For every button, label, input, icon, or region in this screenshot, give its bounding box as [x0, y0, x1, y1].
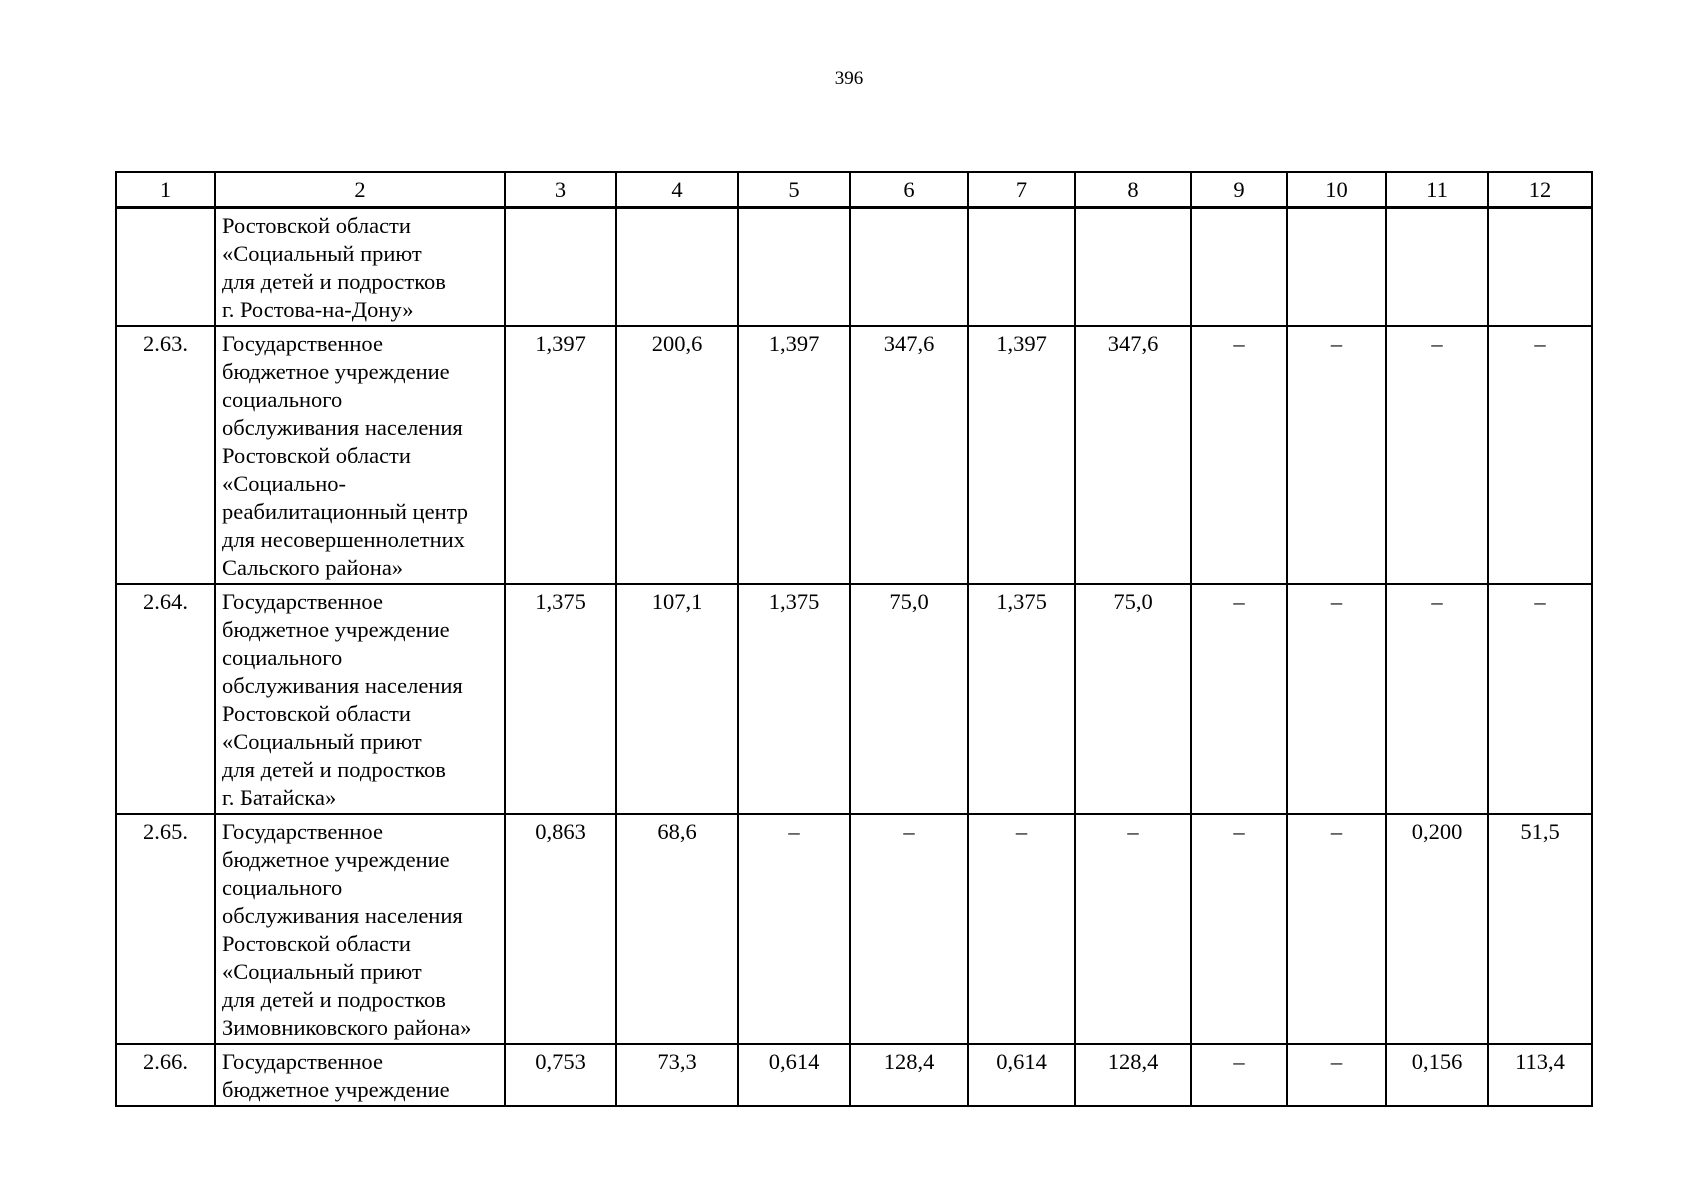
value-cell: 73,3 — [616, 1044, 738, 1106]
value-cell: 1,375 — [968, 584, 1075, 814]
column-number-row — [116, 172, 1592, 208]
institution-name: Государственное бюджетное учреждение социального обслуживания населения Ростовской области «Социальный приют для детей и подростков Зимовниковского района» — [215, 814, 505, 1044]
value-cell: – — [1386, 584, 1488, 814]
table-row — [116, 814, 1592, 1044]
column-header: 8 — [1075, 172, 1191, 208]
value-cell: 0,753 — [505, 1044, 616, 1106]
value-cell: – — [1386, 326, 1488, 584]
value-cell — [1386, 208, 1488, 327]
column-header: 4 — [616, 172, 738, 208]
table-row — [116, 1044, 1592, 1106]
value-cell: – — [968, 814, 1075, 1044]
column-header: 9 — [1191, 172, 1287, 208]
value-cell: 75,0 — [1075, 584, 1191, 814]
value-cell: 1,397 — [505, 326, 616, 584]
institution-name: Государственное бюджетное учреждение социального обслуживания населения Ростовской области «Социальный приют для детей и подростков г. Батайска» — [215, 584, 505, 814]
value-cell: 113,4 — [1488, 1044, 1592, 1106]
column-header: 10 — [1287, 172, 1386, 208]
column-header: 2 — [215, 172, 505, 208]
column-header: 5 — [738, 172, 850, 208]
value-cell: – — [850, 814, 968, 1044]
value-cell — [1287, 208, 1386, 327]
value-cell: – — [1488, 584, 1592, 814]
table-row — [116, 326, 1592, 584]
value-cell: – — [1488, 326, 1592, 584]
value-cell — [505, 208, 616, 327]
value-cell: 200,6 — [616, 326, 738, 584]
value-cell: 1,397 — [738, 326, 850, 584]
value-cell: 128,4 — [1075, 1044, 1191, 1106]
value-cell: – — [1191, 1044, 1287, 1106]
value-cell: – — [1191, 326, 1287, 584]
value-cell: – — [1191, 584, 1287, 814]
value-cell: 1,397 — [968, 326, 1075, 584]
column-header: 12 — [1488, 172, 1592, 208]
value-cell: – — [1075, 814, 1191, 1044]
value-cell — [1075, 208, 1191, 327]
row-number: 2.64. — [116, 584, 215, 814]
value-cell: 107,1 — [616, 584, 738, 814]
value-cell: – — [1287, 1044, 1386, 1106]
column-header: 7 — [968, 172, 1075, 208]
institution-name: Государственное бюджетное учреждение социального обслуживания населения Ростовской области «Социально- реабилитационный центр для несовершеннолетних Сальского района» — [215, 326, 505, 584]
table-row — [116, 208, 1592, 327]
value-cell — [616, 208, 738, 327]
value-cell: 75,0 — [850, 584, 968, 814]
value-cell: – — [1287, 584, 1386, 814]
value-cell: 0,863 — [505, 814, 616, 1044]
value-cell — [1191, 208, 1287, 327]
institution-name: Ростовской области «Социальный приют для детей и подростков г. Ростова-на-Дону» — [215, 208, 505, 327]
value-cell: – — [738, 814, 850, 1044]
row-number: 2.63. — [116, 326, 215, 584]
row-number: 2.66. — [116, 1044, 215, 1106]
value-cell: 0,156 — [1386, 1044, 1488, 1106]
value-cell: 51,5 — [1488, 814, 1592, 1044]
row-number: 2.65. — [116, 814, 215, 1044]
row-number — [116, 208, 215, 327]
value-cell — [968, 208, 1075, 327]
value-cell — [738, 208, 850, 327]
value-cell: 347,6 — [850, 326, 968, 584]
value-cell: 347,6 — [1075, 326, 1191, 584]
value-cell: – — [1191, 814, 1287, 1044]
column-header: 3 — [505, 172, 616, 208]
page-number: 396 — [834, 68, 864, 89]
value-cell: 1,375 — [505, 584, 616, 814]
value-cell: – — [1287, 814, 1386, 1044]
institution-name: Государственное бюджетное учреждение — [215, 1044, 505, 1106]
column-header: 11 — [1386, 172, 1488, 208]
table-row — [116, 584, 1592, 814]
value-cell: 68,6 — [616, 814, 738, 1044]
value-cell — [850, 208, 968, 327]
column-header: 6 — [850, 172, 968, 208]
column-header: 1 — [116, 172, 215, 208]
value-cell: 1,375 — [738, 584, 850, 814]
value-cell: 128,4 — [850, 1044, 968, 1106]
value-cell — [1488, 208, 1592, 327]
value-cell: 0,200 — [1386, 814, 1488, 1044]
value-cell: – — [1287, 326, 1386, 584]
value-cell: 0,614 — [968, 1044, 1075, 1106]
data-table — [115, 171, 1593, 1107]
value-cell: 0,614 — [738, 1044, 850, 1106]
